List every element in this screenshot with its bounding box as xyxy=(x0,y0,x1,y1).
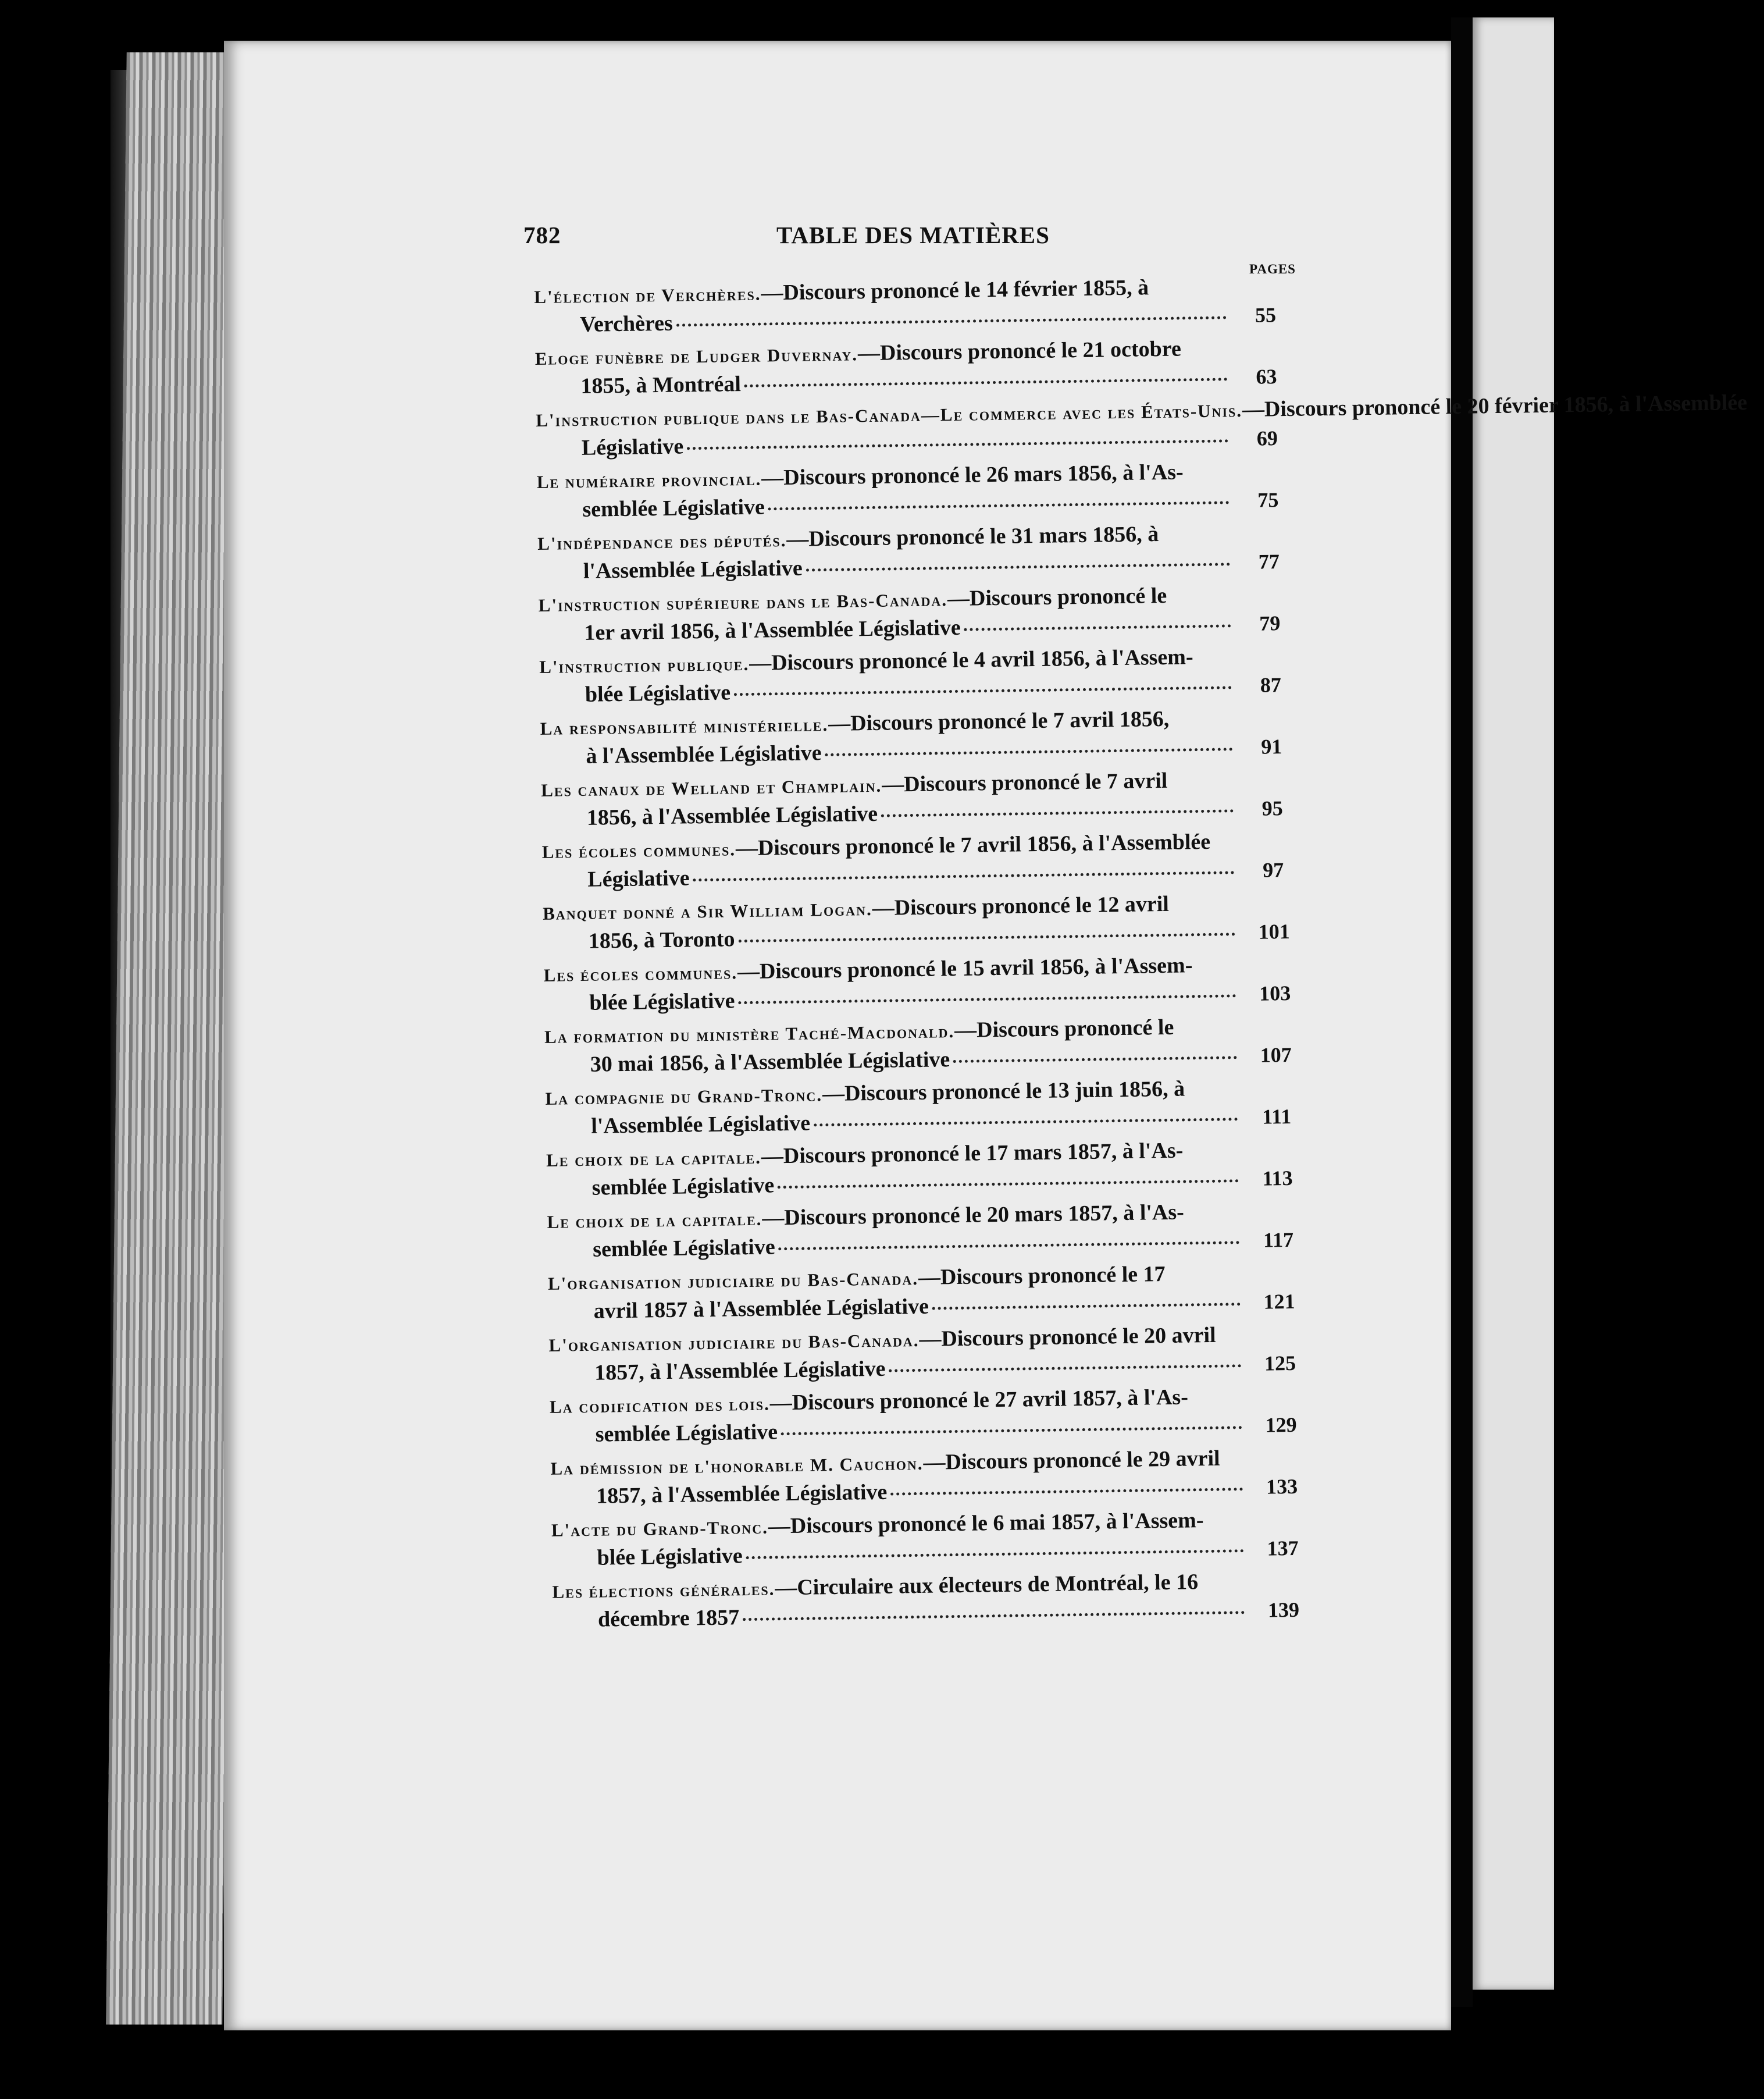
toc-entry-description-end: semblée Législative xyxy=(592,1235,775,1262)
toc-entry-description: —Discours prononcé le 15 avril 1856, à l'Assem- xyxy=(737,953,1193,984)
toc-entry-page-number: 97 xyxy=(1262,858,1284,882)
toc-entry-page-number: 129 xyxy=(1265,1413,1297,1437)
toc-entry-description: —Discours prononcé le xyxy=(954,1015,1174,1043)
toc-entry-title: La responsabilité ministérielle. xyxy=(540,714,829,739)
toc-entry xyxy=(547,1196,1303,1268)
pages-column-label: PAGES xyxy=(1249,262,1296,276)
toc-entry xyxy=(541,764,1298,837)
toc-entry-description-end: décembre 1857 xyxy=(597,1605,740,1632)
toc-entry-title: Le numéraire provincial. xyxy=(536,468,762,492)
toc-entry xyxy=(539,641,1296,713)
toc-entry-description-end: à l'Assemblée Législative xyxy=(586,741,822,769)
toc-entry xyxy=(545,1073,1302,1145)
book-gutter xyxy=(1451,17,1473,2007)
toc-entry xyxy=(534,333,1291,405)
toc-entry-description: —Discours prononcé le 20 avril xyxy=(919,1322,1216,1351)
toc-entry-title: L'instruction publique dans le Bas-Canada—Le commerce avec les États-Unis. xyxy=(536,400,1243,431)
toc-entry-title: La démission de l'honorable M. Cauchon. xyxy=(550,1453,924,1479)
toc-entry-title: Le choix de la capitale. xyxy=(547,1208,762,1232)
toc-entry xyxy=(551,1504,1308,1577)
toc-entry xyxy=(548,1258,1305,1330)
toc-entry-title: Les canaux de Welland et Champlain. xyxy=(540,775,882,801)
toc-entry xyxy=(552,1566,1309,1638)
toc-entry-description-end: 30 mai 1856, à l'Assemblée Législative xyxy=(590,1047,950,1077)
toc-entry-description: —Discours prononcé le 21 octobre xyxy=(857,336,1182,366)
toc-entry xyxy=(534,271,1291,343)
toc-entry-title: Le choix de la capitale. xyxy=(546,1147,762,1171)
toc-entry-description-end: Verchères xyxy=(579,311,673,337)
toc-entry xyxy=(536,456,1293,528)
toc-entry xyxy=(543,888,1299,960)
toc-entry xyxy=(544,1011,1301,1083)
toc-entry-page-number: 95 xyxy=(1261,796,1284,820)
toc-entry-title: L'instruction supérieure dans le Bas-Canada. xyxy=(538,589,948,616)
toc-entry-description-end: blée Législative xyxy=(589,988,735,1015)
toc-entry-description: —Discours prononcé le 7 avril 1856, à l'Assemblée xyxy=(735,829,1211,861)
toc-entry-description-end: 1856, à Toronto xyxy=(588,927,735,954)
toc-entry-title: L'organisation judiciaire du Bas-Canada. xyxy=(547,1268,919,1294)
toc-entry-description-end: 1857, à l'Assemblée Législative xyxy=(594,1356,886,1385)
toc-entry xyxy=(541,826,1298,898)
toc-entry xyxy=(540,703,1296,775)
toc-entry-page-number: 133 xyxy=(1266,1474,1298,1499)
toc-entry-title: L'instruction publique. xyxy=(539,653,750,677)
toc-entry-page-number: 103 xyxy=(1259,981,1291,1005)
toc-entry-description: —Discours prononcé le 29 avril xyxy=(923,1446,1220,1475)
toc-entry xyxy=(550,1381,1306,1453)
toc-entry xyxy=(537,518,1294,590)
toc-entry-description-end: blée Législative xyxy=(597,1543,743,1570)
toc-entry-description-end: avril 1857 à l'Assemblée Législative xyxy=(593,1294,929,1324)
toc-entry-page-number: 87 xyxy=(1260,673,1282,697)
dot-leader xyxy=(932,1287,1241,1310)
toc-entry xyxy=(543,949,1300,1022)
toc-entry-description-end: 1856, à l'Assemblée Législative xyxy=(586,801,878,830)
toc-entry-title: La codification des lois. xyxy=(549,1393,770,1417)
toc-entry-description: —Discours prononcé le 20 février 1856, à l'Assemblée xyxy=(1242,390,1748,422)
toc-entry-description: —Discours prononcé le 13 juin 1856, à xyxy=(822,1076,1185,1107)
toc-entry-description-end: semblée Législative xyxy=(582,494,765,522)
toc-entry xyxy=(538,579,1295,652)
toc-entry-title: Banquet donné a Sir William Logan. xyxy=(542,898,872,924)
toc-entry-description: —Discours prononcé le 14 février 1855, à xyxy=(761,275,1149,305)
toc-entry xyxy=(548,1319,1305,1392)
toc-entry xyxy=(536,390,1748,467)
toc-entry-page-number: 111 xyxy=(1261,1104,1292,1129)
toc-entry-description-end: 1855, à Montréal xyxy=(580,372,742,399)
toc-entry-page-number: 107 xyxy=(1260,1043,1292,1067)
toc-entry-page-number: 117 xyxy=(1263,1228,1294,1252)
toc-entry-page-number: 125 xyxy=(1264,1351,1296,1375)
dot-leader xyxy=(964,609,1231,631)
toc-entry-description: —Discours prononcé le 4 avril 1856, à l'Assem- xyxy=(749,645,1193,675)
toc-entry-page-number: 137 xyxy=(1267,1536,1299,1560)
toc-entry-description: —Discours prononcé le 26 mars 1856, à l'As- xyxy=(761,460,1184,490)
page-header xyxy=(523,221,1303,256)
toc-entry xyxy=(550,1443,1307,1515)
toc-entry-title: La formation du ministère Taché-Macdonald. xyxy=(544,1021,955,1047)
toc-entry-page-number: 139 xyxy=(1267,1598,1300,1622)
page-title: TABLE DES MATIÈRES xyxy=(776,222,1050,248)
toc-entry-description: —Discours prononcé le 7 avril 1856, xyxy=(828,706,1170,737)
toc-entry-page-number: 55 xyxy=(1255,303,1277,327)
toc-entry-title: Eloge funèbre de Ludger Duvernay. xyxy=(534,344,858,369)
page-number: 782 xyxy=(523,222,561,248)
toc-entry-title: L'élection de Verchères. xyxy=(534,283,761,307)
facing-page-edge xyxy=(1473,17,1554,1990)
dot-leader xyxy=(953,1041,1237,1063)
toc-entry-title: Les écoles communes. xyxy=(543,962,738,986)
toc-entry-page-number: 121 xyxy=(1263,1289,1295,1314)
toc-entry-description-end: Législative xyxy=(581,434,684,460)
table-of-contents xyxy=(534,271,1748,1638)
toc-entry-description: —Discours prononcé le 20 mars 1857, à l'As- xyxy=(762,1200,1185,1230)
toc-entry-description-end: l'Assemblée Législative xyxy=(583,556,803,584)
toc-entry-title: L'indépendance des députés. xyxy=(537,529,787,554)
toc-entry-description: —Discours prononcé le 17 mars 1857, à l'As- xyxy=(761,1138,1184,1169)
toc-entry-page-number: 63 xyxy=(1256,365,1277,389)
toc-entry-description: —Discours prononcé le 6 mai 1857, à l'Assem- xyxy=(768,1508,1204,1539)
toc-entry-description-end: blée Législative xyxy=(585,680,731,707)
toc-entry xyxy=(546,1134,1303,1207)
toc-entry-description: —Discours prononcé le 12 avril xyxy=(872,891,1170,920)
toc-entry-title: Les élections générales. xyxy=(552,1578,775,1602)
toc-entry-description: —Discours prononcé le 7 avril xyxy=(881,768,1168,797)
toc-entry-description: —Discours prononcé le 27 avril 1857, à l'As- xyxy=(769,1385,1189,1415)
toc-entry-description-end: 1er avril 1856, à l'Assemblée Législative xyxy=(584,615,961,645)
toc-entry-description-end: semblée Législative xyxy=(595,1420,778,1447)
toc-entry-description-end: 1857, à l'Assemblée Législative xyxy=(596,1479,888,1509)
toc-entry-description: —Discours prononcé le 31 mars 1856, à xyxy=(786,522,1159,552)
book-page-edges xyxy=(106,52,243,2025)
toc-entry-page-number: 113 xyxy=(1262,1166,1293,1190)
toc-entry-description: —Discours prononcé le 17 xyxy=(918,1262,1166,1290)
toc-entry-page-number: 77 xyxy=(1258,550,1280,574)
toc-entry-title: Les écoles communes. xyxy=(541,839,736,862)
toc-entry-page-number: 79 xyxy=(1259,611,1281,635)
toc-entry-description: —Circulaire aux électeurs de Montréal, le 16 xyxy=(775,1570,1199,1600)
toc-entry-description-end: Législative xyxy=(587,866,690,892)
toc-entry-description-end: semblée Législative xyxy=(591,1173,775,1200)
toc-entry-page-number: 101 xyxy=(1258,919,1291,944)
toc-entry-title: L'organisation judiciaire du Bas-Canada. xyxy=(548,1329,920,1356)
toc-entry-page-number: 69 xyxy=(1256,426,1278,450)
toc-entry-page-number: 75 xyxy=(1257,488,1279,512)
toc-entry-description: —Discours prononcé le xyxy=(947,583,1167,611)
toc-entry-title: La compagnie du Grand-Tronc. xyxy=(545,1084,823,1109)
toc-entry-page-number: 91 xyxy=(1261,735,1282,759)
toc-entry-title: L'acte du Grand-Tronc. xyxy=(551,1517,769,1541)
toc-entry-description-end: l'Assemblée Législative xyxy=(590,1111,811,1139)
